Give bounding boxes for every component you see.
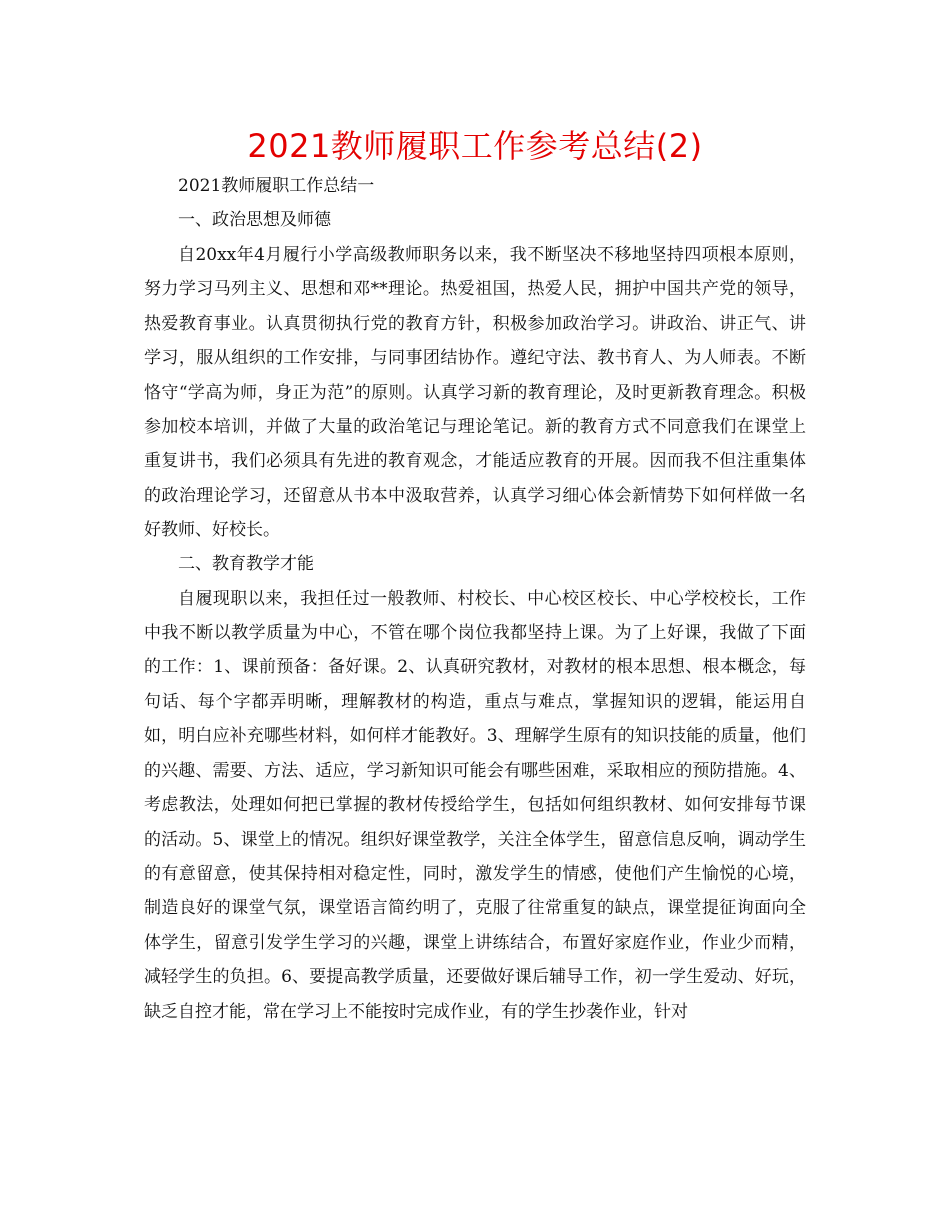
document-body [144,170,806,1029]
document-title: 2021教师履职工作参考总结(2) [247,127,703,165]
section-heading-politics: 一、政治思想及师德 [178,210,331,230]
section-paragraph-teaching: 自履现职以来，我担任过一般教师、村校长、中心校区校长、中心学校校长，工作中我不断以教学质量为中心，不管在哪个岗位我都坚持上课。为了上好课，我做了下面的工作：1、课前预备：备好课。2、认真研究教材，对教材的根本思想、根本概念，每句话、每个字都弄明晰，理解教材的构造，重点与难点，掌握知识的逻辑，能运用自如，明白应补充哪些材料，如何样才能教好。3、理解学生原有的知识技能的质量，他们的兴趣、需要、方法、适应，学习新知识可能会有哪些困难，采取相应的预防措施。4、考虑教法，处理如何把已掌握的教材传授给学生，包括如何组织教材、如何安排每节课的活动。5、课堂上的情况。组织好课堂教学，关注全体学生，留意信息反响，调动学生的有意留意，使其保持相对稳定性，同时，激发学生的情感，使他们产生愉悦的心境，制造良好的课堂气氛，课堂语言简约明了，克服了往常重复的缺点，课堂提征询面向全体学生，留意引发学生学习的兴趣，课堂上讲练结合，布置好家庭作业，作业少而精，减轻学生的负担。6、要提高教学质量，还要做好课后辅导工作，初一学生爱动、好玩，缺乏自控才能，常在学习上不能按时完成作业，有的学生抄袭作业，针对 [144,588,806,1022]
document-subtitle: 2021教师履职工作总结一 [178,176,375,196]
section-heading-teaching: 二、教育教学才能 [178,553,314,574]
section-paragraph-politics: 自20xx年4月履行小学高级教师职务以来，我不断坚决不移地坚持四项根本原则，努力学习马列主义、思想和邓**理论。热爱祖国，热爱人民，拥护中国共产党的领导，热爱教育事业。认真贯彻执行党的教育方针，积极参加政治学习。讲政治、讲正气、讲学习，服从组织的工作安排，与同事团结协作。遵纪守法、教书育人、为人师表。不断恪守“学高为师，身正为范”的原则。认真学习新的教育理论，及时更新教育理念。积极参加校本培训，并做了大量的政治笔记与理论笔记。新的教育方式不同意我们在课堂上重复讲书，我们必须具有先进的教育观念，才能适应教育的开展。因而我不但注重集体的政治理论学习，还留意从书本中汲取营养，认真学习细心体会新情势下如何样做一名好教师、好校长。 [144,245,806,541]
